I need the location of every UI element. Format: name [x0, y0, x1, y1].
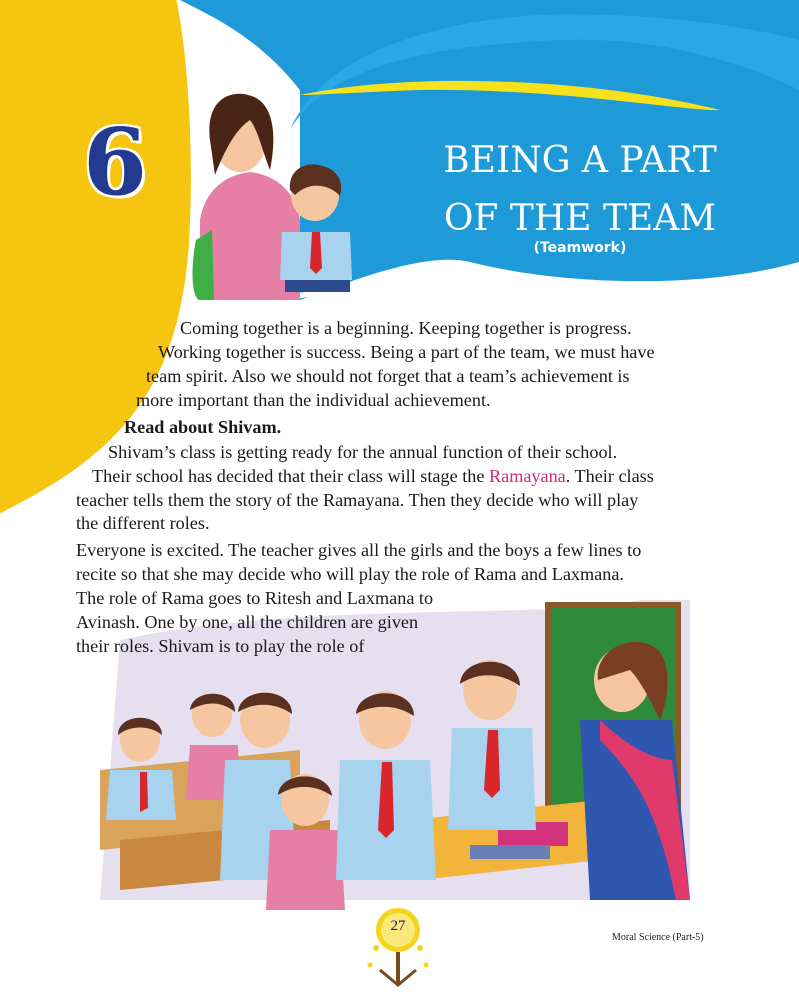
intro-line: Coming together is a beginning. Keeping together is progress. [180, 318, 632, 338]
section-heading: Read about Shivam. [124, 417, 282, 437]
story-text: . Their class [565, 466, 654, 486]
story-line: Shivam’s class is getting ready for the annual function of their school. [108, 442, 618, 462]
story-line: teacher tells them the story of the Ramayana. Then they decide who will play [76, 490, 639, 510]
chapter-title-line1: BEING A PART [443, 140, 717, 181]
intro-line: more important than the individual achievement. [136, 390, 491, 410]
footer-book-title: Moral Science (Part-5) [612, 932, 704, 943]
story-text: Their school has decided that their class will stage the [92, 466, 489, 486]
story-line: their roles. Shivam is to play the role of [76, 636, 365, 656]
ramayana-highlight: Ramayana [488, 466, 566, 486]
chapter-number: 6 [82, 108, 147, 216]
page-number: 27 [390, 918, 406, 934]
story-line: Avinash. One by one, all the children are given [76, 612, 419, 632]
intro-line: team spirit. Also we should not forget that a team’s achievement is [146, 366, 630, 386]
chapter-title [420, 132, 740, 248]
story-line [92, 466, 654, 487]
story-line: the different roles. [76, 513, 210, 533]
story-line: Everyone is excited. The teacher gives all the girls and the boys a few lines to [76, 540, 642, 560]
story-line: recite so that she may decide who will play the role of Rama and Laxmana. [76, 564, 624, 584]
chapter-title-line2: OF THE TEAM [443, 198, 717, 239]
chapter-subtitle: (Teamwork) [533, 240, 627, 256]
story-line: The role of Rama goes to Ritesh and Laxmana to [76, 588, 434, 608]
intro-line: Working together is success. Being a part of the team, we must have [158, 342, 655, 362]
